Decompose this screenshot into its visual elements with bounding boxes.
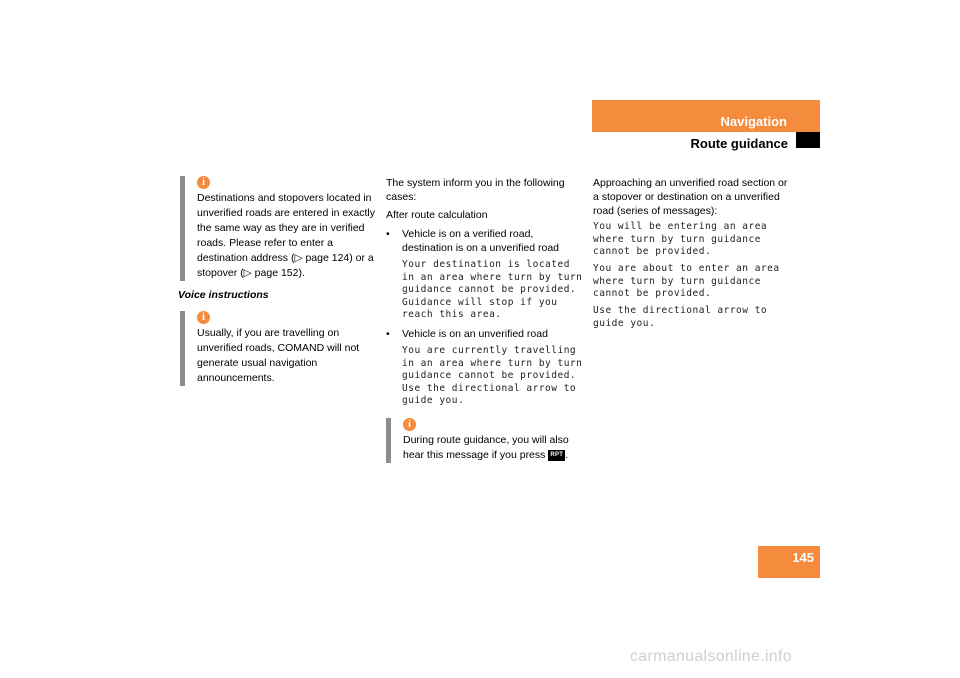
header-marker xyxy=(796,132,820,148)
note-text: Destinations and stopovers located in unverified roads are entered in exactly the same way as they are in verified roads. Please refer to enter a destination address (▷ page 124) or a stopover (▷ page 152). xyxy=(197,192,376,279)
watermark: carmanualsonline.info xyxy=(630,648,792,665)
note-text-end: . xyxy=(565,449,569,461)
note-text: During route guidance, you will also hear this message if you press xyxy=(403,434,569,461)
page-number-box xyxy=(758,546,820,578)
voice-instructions-heading: Voice instructions xyxy=(178,289,269,301)
approach-intro: Approaching an unverified road section or a stopover or destination on a unverified road (series of messages): xyxy=(593,177,788,217)
info-icon: i xyxy=(197,176,210,189)
voice-message: Use the directional arrow to guide you. xyxy=(593,305,768,329)
bullet-item xyxy=(386,227,582,255)
info-note-announcements xyxy=(180,311,372,386)
voice-message: You will be entering an area where turn by turn guidance cannot be provided. xyxy=(593,221,768,257)
bullet-dot: • xyxy=(386,228,390,240)
info-icon: i xyxy=(197,311,210,324)
rpt-key-icon: RPT xyxy=(548,450,565,461)
bullet-text: Vehicle is on a verified road, destination is on a unverified road xyxy=(402,228,560,254)
intro-text: The system inform you in the following cases: xyxy=(386,177,565,203)
info-note-unverified-entry xyxy=(180,176,385,281)
voice-message: Your destination is located in an area where turn by turn guidance cannot be provided. Guidance will stop if you reach this area. xyxy=(402,259,583,320)
chapter-header xyxy=(592,100,820,132)
bullet-text: Vehicle is on an unverified road xyxy=(402,328,548,340)
info-note-rpt xyxy=(386,418,583,463)
voice-message: You are about to enter an area where turn by turn guidance cannot be provided. xyxy=(593,263,780,299)
chapter-title: Navigation xyxy=(720,114,787,129)
section-title: Route guidance xyxy=(690,136,788,151)
voice-message: You are currently travelling in an area where turn by turn guidance cannot be provided. Use the directional arrow to guide you. xyxy=(402,345,583,406)
after-calculation-label: After route calculation xyxy=(386,209,488,221)
bullet-item xyxy=(386,327,582,341)
page-number: 145 xyxy=(792,550,814,565)
info-icon: i xyxy=(403,418,416,431)
note-text: Usually, if you are travelling on unverified roads, COMAND will not generate usual navigation announcements. xyxy=(197,327,360,384)
bullet-dot: • xyxy=(386,328,390,340)
